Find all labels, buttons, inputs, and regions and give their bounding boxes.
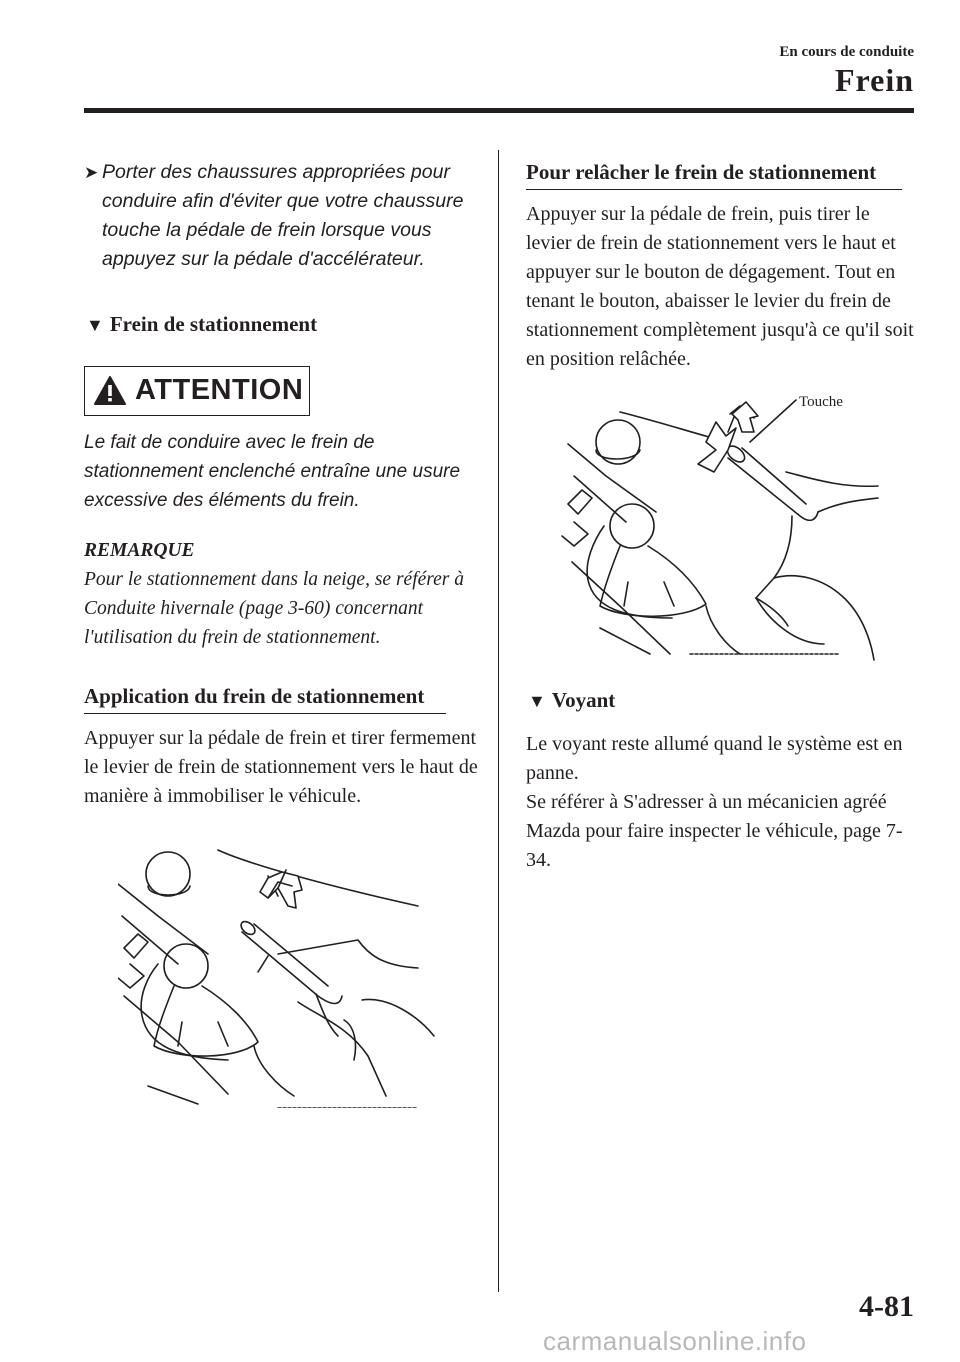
remarque-block bbox=[84, 536, 484, 652]
voyant-heading bbox=[528, 688, 615, 713]
shoe-advice-text: Porter des chaussures appropriées pour conduire afin d'éviter que votre chaussure touche la pédale de frein lorsque vous appuyez sur la pédale d'accélérateur. bbox=[102, 161, 464, 270]
remarque-title: REMARQUE bbox=[84, 540, 195, 561]
header-rule bbox=[84, 108, 914, 113]
apply-parking-brake-illustration bbox=[118, 846, 436, 1108]
shoe-advice-bullet bbox=[84, 158, 484, 274]
header-title: Frein bbox=[834, 62, 914, 98]
bullet-arrow-icon: ➤ bbox=[84, 163, 99, 182]
page-number: 4-81 bbox=[859, 1290, 914, 1323]
triangle-down-icon: ▼ bbox=[86, 315, 104, 335]
application-heading: Application du frein de stationnement bbox=[84, 684, 446, 714]
triangle-down-icon: ▼ bbox=[528, 691, 546, 711]
touche-label: Touche bbox=[799, 394, 843, 410]
remarque-text: Pour le stationnement dans la neige, se référer à Conduite hivernale (page 3-60) concernant l'utilisation du frein de stationnement. bbox=[84, 569, 465, 648]
voyant-heading-text: Voyant bbox=[551, 688, 616, 712]
warning-icon bbox=[93, 375, 127, 407]
release-heading: Pour relâcher le frein de stationnement bbox=[526, 160, 902, 190]
release-text: Appuyer sur la pédale de frein, puis tirer le levier de frein de stationnement vers le haut et appuyer sur le bouton de dégagement. Tout en tenant le bouton, abaisser le levier du frein de stationnement complètement jusqu'à ce qu'il soit en position relâchée. bbox=[526, 203, 914, 370]
parking-brake-heading bbox=[86, 312, 317, 337]
release-parking-brake-illustration bbox=[560, 392, 880, 664]
voyant-text bbox=[526, 730, 918, 875]
column-divider bbox=[498, 150, 499, 1292]
application-text: Appuyer sur la pédale de frein et tirer fermement le levier de frein de stationnement vers le haut de manière à immobiliser le véhicule. bbox=[84, 727, 478, 807]
voyant-text-1: Le voyant reste allumé quand le système est en panne. bbox=[526, 733, 903, 784]
voyant-text-2: Se référer à S'adresser à un mécanicien agréé Mazda pour faire inspecter le véhicule, page 7-34. bbox=[526, 791, 903, 871]
header-section: En cours de conduite bbox=[779, 44, 914, 60]
attention-text: Le fait de conduire avec le frein de stationnement enclenché entraîne une usure excessive des éléments du frein. bbox=[84, 432, 461, 511]
parking-brake-heading-text: Frein de stationnement bbox=[109, 312, 318, 336]
attention-label: ATTENTION bbox=[135, 374, 304, 406]
watermark: carmanualsonline.info bbox=[543, 1326, 807, 1356]
attention-box bbox=[84, 366, 310, 416]
